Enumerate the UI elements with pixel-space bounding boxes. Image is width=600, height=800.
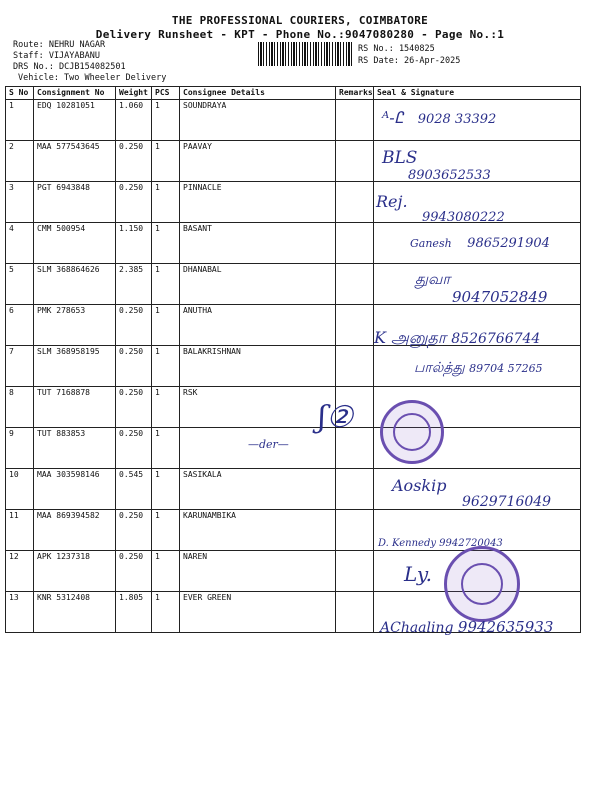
col-signature: Seal & Signature xyxy=(374,87,581,100)
cell-consignment-no: CMM 500954 xyxy=(34,223,116,264)
seal-stamp-1 xyxy=(380,400,444,464)
cell-consignee: NAREN xyxy=(180,551,336,592)
cell-consignment-no: EDQ 10281051 xyxy=(34,100,116,141)
cell-pcs: 1 xyxy=(152,141,180,182)
signature-row8-9: ʃ② xyxy=(318,400,354,435)
phone-row2: 8903652533 xyxy=(408,168,491,183)
phone-row3: 9943080222 xyxy=(422,210,505,225)
cell-weight: 0.250 xyxy=(116,141,152,182)
cell-sno: 5 xyxy=(6,264,34,305)
runsheet-subtitle: Delivery Runsheet - KPT - Phone No.:9047080280 - Page No.:1 xyxy=(95,28,505,41)
signature-row1: ᴬ-Ꮭ 9028 33392 xyxy=(382,108,497,127)
cell-remarks xyxy=(336,592,374,633)
cell-pcs: 1 xyxy=(152,100,180,141)
cell-consignee: RSK xyxy=(180,387,336,428)
cell-sno: 9 xyxy=(6,428,34,469)
cell-consignee: SASIKALA xyxy=(180,469,336,510)
cell-remarks xyxy=(336,510,374,551)
cell-remarks xyxy=(336,305,374,346)
signature-row13: AChaaling 9942635933 xyxy=(380,618,554,636)
col-pcs: PCS xyxy=(152,87,180,100)
signature-row5: துவா xyxy=(415,270,451,288)
cell-pcs: 1 xyxy=(152,551,180,592)
cell-remarks xyxy=(336,469,374,510)
cell-remarks xyxy=(336,551,374,592)
cell-weight: 2.385 xyxy=(116,264,152,305)
col-consignee: Consignee Details xyxy=(180,87,336,100)
barcode xyxy=(258,42,354,66)
cell-consignee: PAAVAY xyxy=(180,141,336,182)
cell-sno: 13 xyxy=(6,592,34,633)
cell-sno: 10 xyxy=(6,469,34,510)
cell-consignment-no: APK 1237318 xyxy=(34,551,116,592)
cell-weight: 0.250 xyxy=(116,305,152,346)
cell-consignee: BALAKRISHNAN xyxy=(180,346,336,387)
cell-remarks xyxy=(336,100,374,141)
cell-sno: 11 xyxy=(6,510,34,551)
cell-sno: 2 xyxy=(6,141,34,182)
company-title: THE PROFESSIONAL COURIERS, COIMBATORE xyxy=(171,14,429,27)
cell-consignee: KARUNAMBIKA xyxy=(180,510,336,551)
cell-consignee: PINNACLE xyxy=(180,182,336,223)
cell-consignee: EVER GREEN xyxy=(180,592,336,633)
cell-consignment-no: KNR 5312408 xyxy=(34,592,116,633)
cell-pcs: 1 xyxy=(152,182,180,223)
cell-remarks xyxy=(336,346,374,387)
cell-weight: 0.545 xyxy=(116,469,152,510)
cell-remarks xyxy=(336,182,374,223)
cell-sno: 4 xyxy=(6,223,34,264)
seal-stamp-2 xyxy=(444,546,520,622)
col-remarks: Remarks xyxy=(336,87,374,100)
cell-pcs: 1 xyxy=(152,469,180,510)
phone-row5: 9047052849 xyxy=(452,288,548,306)
cell-consignment-no: TUT 883853 xyxy=(34,428,116,469)
cell-consignment-no: SLM 368864626 xyxy=(34,264,116,305)
table-header-row xyxy=(6,87,581,100)
cell-consignment-no: MAA 303598146 xyxy=(34,469,116,510)
table-row xyxy=(6,428,581,469)
route-label: Route: NEHRU NAGAR xyxy=(13,40,106,50)
cell-weight: 1.805 xyxy=(116,592,152,633)
cell-sno: 8 xyxy=(6,387,34,428)
vehicle-label: Vehicle: Two Wheeler Delivery xyxy=(18,73,167,83)
cell-pcs: 1 xyxy=(152,346,180,387)
cell-consignee: BASANT xyxy=(180,223,336,264)
cell-weight: 0.250 xyxy=(116,428,152,469)
cell-consignment-no: MAA 869394582 xyxy=(34,510,116,551)
cell-consignment-no: PGT 6943848 xyxy=(34,182,116,223)
cell-weight: 0.250 xyxy=(116,346,152,387)
cell-weight: 1.150 xyxy=(116,223,152,264)
cell-sno: 6 xyxy=(6,305,34,346)
rs-number: RS No.: 1540825 xyxy=(358,44,435,54)
cell-remarks xyxy=(336,223,374,264)
cell-sno: 1 xyxy=(6,100,34,141)
cell-pcs: 1 xyxy=(152,387,180,428)
col-weight: Weight xyxy=(116,87,152,100)
cell-remarks xyxy=(336,264,374,305)
signature-row7: பால்த்து 89704 57265 xyxy=(414,360,543,376)
cell-sno: 3 xyxy=(6,182,34,223)
cell-consignment-no: MAA 577543645 xyxy=(34,141,116,182)
table-row xyxy=(6,387,581,428)
signature-row4: Ganesh 9865291904 xyxy=(410,236,550,251)
col-sno: S No xyxy=(6,87,34,100)
signature-row10: Aoskip xyxy=(392,476,447,495)
cell-pcs: 1 xyxy=(152,510,180,551)
signature-row2: BLS xyxy=(382,148,418,168)
signature-row12b: Ly. xyxy=(404,562,432,586)
col-consignment: Consignment No xyxy=(34,87,116,100)
phone-row10: 9629716049 xyxy=(462,494,552,510)
cell-pcs: 1 xyxy=(152,428,180,469)
cell-weight: 0.250 xyxy=(116,551,152,592)
cell-consignment-no: SLM 368958195 xyxy=(34,346,116,387)
cell-weight: 0.250 xyxy=(116,182,152,223)
cell-weight: 0.250 xyxy=(116,510,152,551)
drs-label: DRS No.: DCJB154082501 xyxy=(13,62,126,72)
cell-consignment-no: TUT 7168878 xyxy=(34,387,116,428)
cell-consignee: SOUNDRAYA xyxy=(180,100,336,141)
staff-label: Staff: VIJAYABANU xyxy=(13,51,100,61)
cell-consignee: DHANABAL xyxy=(180,264,336,305)
signature-row3: Rej. xyxy=(376,192,408,211)
cell-weight: 0.250 xyxy=(116,387,152,428)
cell-sno: 7 xyxy=(6,346,34,387)
cell-pcs: 1 xyxy=(152,223,180,264)
cell-weight: 1.060 xyxy=(116,100,152,141)
cell-sno: 12 xyxy=(6,551,34,592)
rs-date: RS Date: 26-Apr-2025 xyxy=(358,56,461,66)
cell-pcs: 1 xyxy=(152,305,180,346)
cell-pcs: 1 xyxy=(152,592,180,633)
scribble-row9: —der— xyxy=(248,438,289,451)
table-row xyxy=(6,141,581,182)
signature-row6: K அனுதா 8526766744 xyxy=(374,328,541,347)
cell-consignee: ANUTHA xyxy=(180,305,336,346)
signature-row12: D. Kennedy 9942720043 xyxy=(378,538,503,549)
cell-remarks xyxy=(336,141,374,182)
cell-pcs: 1 xyxy=(152,264,180,305)
cell-consignment-no: PMK 278653 xyxy=(34,305,116,346)
